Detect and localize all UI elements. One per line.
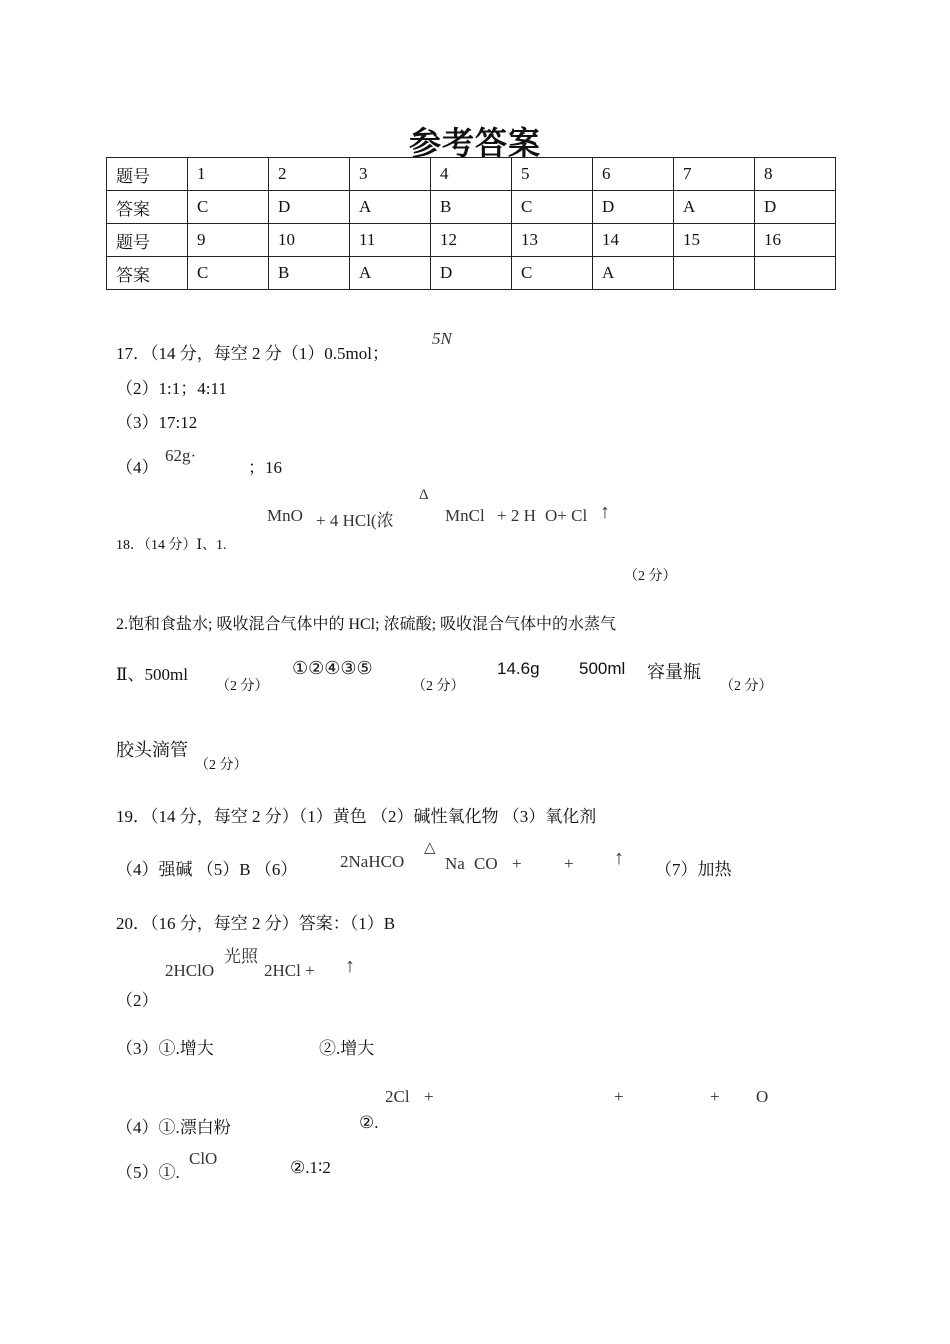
q17-line1: 17．（14 分，每空 2 分（1）0.5mol； — [116, 344, 389, 363]
table-cell: B — [269, 257, 350, 290]
table-cell: 6 — [593, 158, 674, 191]
answer-table — [106, 157, 836, 290]
q18-line3-b-score: （2 分） — [412, 679, 465, 694]
table-row — [107, 257, 836, 290]
table-cell: 15 — [674, 224, 755, 257]
table-cell: 16 — [755, 224, 836, 257]
q18-line3-c: 14.6g — [497, 659, 540, 678]
page-title: 参考答案 — [408, 124, 541, 162]
q20-line4-plus1: + — [424, 1087, 434, 1106]
q20-line4-b: ②. — [359, 1113, 379, 1132]
q20-line3-a: （3）①.增大 — [116, 1039, 214, 1058]
q18-line4-score: （2 分） — [195, 758, 248, 773]
table-cell: 3 — [350, 158, 431, 191]
q18-line3-b: ①②④③⑤ — [292, 658, 373, 678]
q20-eq-left: 2HClO — [165, 961, 215, 980]
q20-line5-a: （5）①. — [116, 1163, 180, 1182]
table-cell: B — [431, 191, 512, 224]
table-cell: D — [269, 191, 350, 224]
q18-line3-d: 500ml — [579, 659, 626, 678]
q20-eq-cond: 光照 — [224, 947, 258, 966]
table-cell: 10 — [269, 224, 350, 257]
q19-line2-a: （4）强碱 （5）B （6） — [116, 860, 298, 879]
table-cell: D — [755, 191, 836, 224]
table-cell: C — [188, 191, 269, 224]
table-cell: 答案 — [107, 257, 188, 290]
q19-line2-b: （7）加热 — [655, 860, 732, 879]
q17-line4-suffix: ；16 — [248, 458, 282, 477]
q19-line1: 19．（14 分，每空 2 分）（1）黄色 （2）碱性氧化物 （3）氧化剂 — [116, 807, 597, 826]
q20-line5-formula: ClO — [189, 1149, 218, 1168]
table-cell: 13 — [512, 224, 593, 257]
q17-formula-5n: 5N — [432, 329, 452, 348]
table-cell: D — [593, 191, 674, 224]
q18-eq-right1: MnCl — [445, 506, 485, 525]
q18-eq-right3: O+ Cl — [545, 506, 588, 525]
q18-score1: （2 分） — [624, 569, 677, 584]
q20-line4-eq1: 2Cl — [385, 1087, 410, 1106]
q20-line4-plus2: + — [614, 1087, 624, 1106]
q18-eq-right2: + 2 H — [497, 506, 536, 525]
q17-line3: （3）17:12 — [116, 413, 198, 432]
table-cell: A — [593, 257, 674, 290]
table-cell: 题号 — [107, 224, 188, 257]
table-cell: 11 — [350, 224, 431, 257]
q18-eq-delta: Δ — [419, 487, 429, 503]
table-cell: A — [674, 191, 755, 224]
q17-line2: （2）1:1；4:11 — [116, 379, 227, 398]
table-cell: 答案 — [107, 191, 188, 224]
q18-line2: 2.饱和食盐水; 吸收混合气体中的 HCl; 浓硫酸; 吸收混合气体中的水蒸气 — [116, 616, 617, 633]
q19-formula2: Na — [445, 854, 465, 873]
q18-line1: 18．（14 分）Ⅰ、1. — [116, 538, 227, 553]
table-cell: 2 — [269, 158, 350, 191]
q18-line4: 胶头滴管 — [116, 740, 188, 760]
q18-eq-mid: + 4 HCl(浓 — [316, 511, 394, 530]
table-cell: D — [431, 257, 512, 290]
q19-plus1: + — [512, 854, 522, 873]
table-cell: 14 — [593, 224, 674, 257]
q19-formula3: CO — [474, 854, 498, 873]
q20-line4-o: O — [756, 1087, 769, 1106]
table-cell: 1 — [188, 158, 269, 191]
table-row — [107, 158, 836, 191]
q20-line3-b: ②.增大 — [319, 1039, 375, 1058]
table-cell: C — [188, 257, 269, 290]
table-cell: A — [350, 257, 431, 290]
table-cell — [674, 257, 755, 290]
table-cell: C — [512, 257, 593, 290]
q19-tri: △ — [424, 840, 436, 856]
q20-eq-right: 2HCl + — [264, 961, 315, 980]
q18-line3-a-score: （2 分） — [216, 679, 269, 694]
q19-arrow: ↑ — [614, 847, 624, 869]
table-row — [107, 224, 836, 257]
q20-line2: （2） — [116, 991, 159, 1010]
table-cell: C — [512, 191, 593, 224]
table-cell: A — [350, 191, 431, 224]
q20-line4-a: （4）①.漂白粉 — [116, 1118, 231, 1137]
q18-eq-arrow: ↑ — [600, 501, 610, 523]
table-cell: 8 — [755, 158, 836, 191]
q20-line1: 20．（16 分，每空 2 分）答案：（1）B — [116, 914, 396, 933]
q20-eq-arrow: ↑ — [345, 955, 355, 977]
table-cell: 5 — [512, 158, 593, 191]
table-cell: 4 — [431, 158, 512, 191]
q20-line4-plus3: + — [710, 1087, 720, 1106]
q17-formula-62g: 62g· — [165, 446, 197, 465]
table-cell: 12 — [431, 224, 512, 257]
q18-line3-e: 容量瓶 — [647, 662, 701, 682]
table-cell: 9 — [188, 224, 269, 257]
q19-plus2: + — [564, 854, 574, 873]
table-cell: 7 — [674, 158, 755, 191]
table-cell — [755, 257, 836, 290]
q18-line3-e-score: （2 分） — [720, 679, 773, 694]
q20-line5-b: ②.1∶2 — [290, 1158, 331, 1177]
table-cell: 题号 — [107, 158, 188, 191]
q17-line4-prefix: （4） — [116, 458, 159, 477]
table-row — [107, 191, 836, 224]
q19-formula1: 2NaHCO — [340, 852, 405, 871]
q18-eq-left: MnO — [267, 506, 303, 525]
q18-line3-a: Ⅱ、500ml — [116, 665, 189, 684]
